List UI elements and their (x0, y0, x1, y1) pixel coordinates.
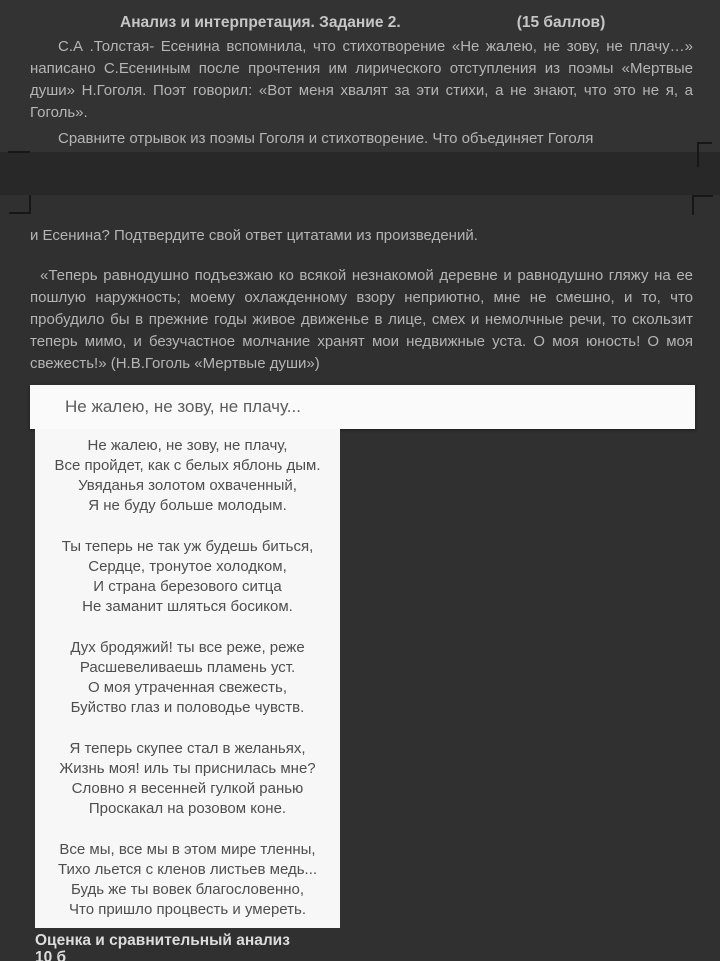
poem-line: Все пройдет, как с белых яблонь дым. (54, 457, 321, 474)
poem-line: Что пришло процвесть и умереть. (69, 901, 306, 918)
poem-line: Я теперь скупее стал в желаньях, (69, 740, 306, 757)
poem-line: Увяданья золотом охваченный, (78, 477, 297, 494)
poem-line: Жизнь моя! иль ты приснилась мне? (59, 760, 316, 777)
poem-line: Проскакал на розовом коне. (88, 800, 287, 817)
poem-line: Не жалею, не зову, не плачу, (87, 437, 288, 454)
footer-heading: Оценка и сравнительный анализ (35, 932, 290, 949)
poem-stanza (39, 840, 336, 920)
poem-box (35, 429, 340, 928)
task-line: Сравните отрывок из поэмы Гоголя и стихотворение. Что объединяет Гоголя (58, 130, 594, 147)
poem-line: О моя утраченная свежесть, (87, 679, 288, 696)
gogol-quote: «Теперь равнодушно подъезжаю ко всякой незнакомой деревне и равнодушно гляжу на ее пошлую наружность; моему охлажденному взору неприютно, мне не смешно, и то, что пробудило бы в прежние годы живое движенье в лице, смех и немолчные речи, то скользит теперь мимо, и безучастное молчание хранят мои недвижные уста. О моя юность! О моя свежесть!» (Н.В.Гоголь «Мертвые души») (30, 267, 693, 372)
footer-partial-line: 10 б (35, 949, 67, 961)
poem-line: Расшевеливаешь пламень уст. (79, 659, 296, 676)
page-seam (0, 152, 720, 195)
poem-line: И страна березового ситца (93, 578, 282, 595)
poem-line: Не заманит шляться босиком. (82, 598, 293, 615)
poem-stanza (39, 739, 336, 819)
page-2 (0, 195, 720, 961)
poem-title: Не жалею, не зову, не плачу... (65, 397, 301, 416)
poem-line: Сердце, тронутое холодком, (88, 558, 287, 575)
poem-line: Будь же ты вовек благословенно, (70, 881, 305, 898)
poem-stanza (39, 638, 336, 718)
page2-corner-mark-right (692, 195, 713, 215)
page-1 (0, 0, 720, 152)
page2-corner-mark-left (9, 195, 31, 214)
poem-line: Я не буду больше молодым. (88, 497, 287, 514)
assignment-header (30, 14, 693, 32)
page1-corner-mark-left (8, 151, 30, 153)
task-continuation: и Есенина? Подтвердите свой ответ цитатами из произведений. (30, 227, 478, 244)
poem-title-bar (30, 385, 695, 429)
page1-corner-mark-right (697, 142, 712, 167)
poem-line: Все мы, все мы в этом мире тленны, (59, 841, 316, 858)
points-label: (15 баллов) (516, 14, 606, 31)
assignment-heading: Анализ и интерпретация. Задание 2. (120, 14, 401, 31)
poem-stanza (39, 537, 336, 617)
poem-stanza (39, 436, 336, 516)
poem-line: Словно я весенней гулкой ранью (71, 780, 304, 797)
poem-line: Буйство глаз и половодье чувств. (70, 699, 305, 716)
intro-paragraph: С.А .Толстая- Есенина вспомнила, что стихотворение «Не жалею, не зову, не плачу…» написано С.Есениным после прочтения им лирического отступления из поэмы «Мертвые души» Н.Гоголя. Поэт говорил: «Вот меня хвалят за эти стихи, а не знают, что это не я, а Гоголь». (30, 38, 693, 121)
poem-line: Ты теперь не так уж будешь биться, (61, 538, 314, 555)
poem-line: Тихо льется с кленов листьев медь... (57, 861, 318, 878)
poem-line: Дух бродяжий! ты все реже, реже (70, 639, 305, 656)
